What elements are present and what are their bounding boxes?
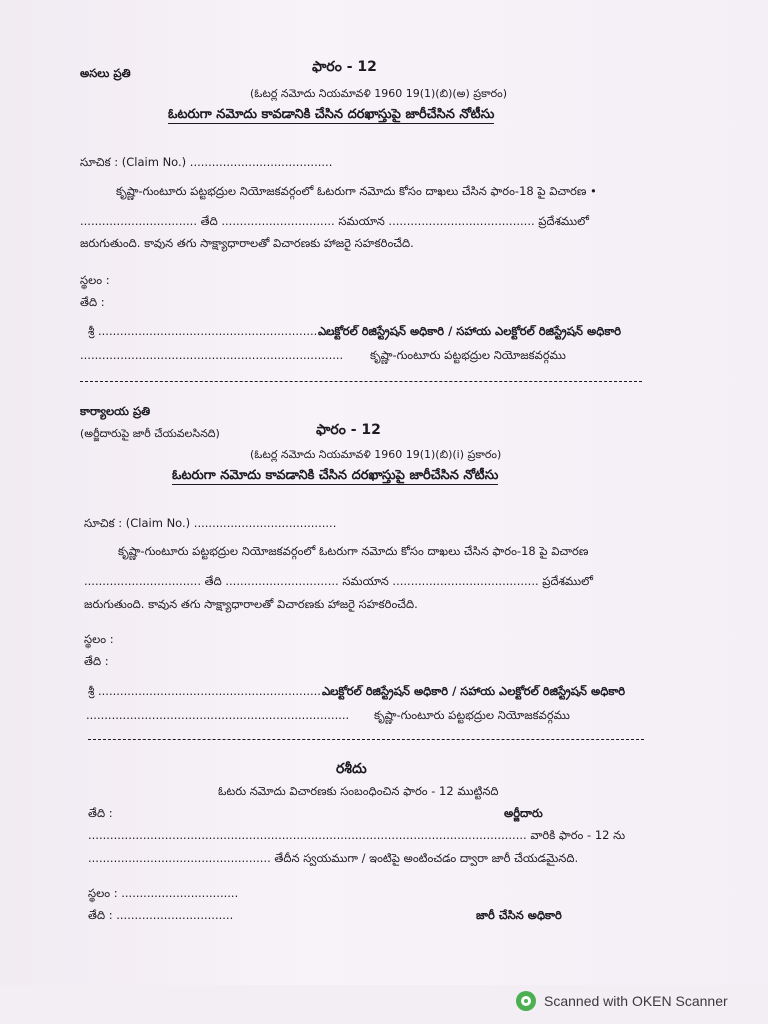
receipt-subtitle: ఓటరు నమోదు విచారణకు సంబంధించిన ఫారం - 12 ముట్టినది bbox=[218, 784, 499, 798]
notice-heading: ఓటరుగా నమోదు కావడానికి చేసిన దరఖాస్తుపై జారీచేసిన నోటీసు bbox=[168, 107, 495, 122]
office-copy-label: కార్యాలయ ప్రతి bbox=[80, 404, 151, 418]
scanner-text: Scanned with OKEN Scanner bbox=[544, 993, 728, 1009]
receipt-date-line: తేది : ................................ bbox=[88, 908, 234, 922]
rule-reference: (ఓటర్ల నమోదు నియమావళి 1960 19(1)(బి)(అ) ప్రకారం) bbox=[250, 87, 508, 100]
body-line-2: ................................ తేది ............................... సమయాన ........................................ ప్రదేశములో bbox=[80, 214, 589, 228]
body-line-1: కృష్ణా-గుంటూరు పట్టభద్రుల నియోజకవర్గంలో ఓటరుగా నమోదు కోసం దాఖలు చేసిన ఫారం-18 పై విచారణ bbox=[118, 544, 589, 558]
separator-line bbox=[80, 381, 642, 382]
dots-line: ........................................................................ bbox=[80, 348, 344, 362]
sri-line: శ్రీ .................................................................. bbox=[88, 684, 340, 698]
constituency-name: కృష్ణా-గుంటూరు పట్టభద్రుల నియోజకవర్గము bbox=[374, 708, 570, 722]
body-line-1: కృష్ణా-గుంటూరు పట్టభద్రుల నియోజకవర్గంలో ఓటరుగా నమోదు కోసం దాఖలు చేసిన ఫారం-18 పై విచారణ • bbox=[116, 184, 597, 198]
body-line-3: జరుగుతుంది. కావున తగు సాక్ష్యాధారాలతో విచారణకు హాజరై సహకరించేది. bbox=[84, 597, 418, 611]
applicant-label: అర్జీదారు bbox=[504, 806, 543, 820]
rule-reference: (ఓటర్ల నమోదు నియమావళి 1960 19(1)(బి)(i) ప్రకారం) bbox=[250, 448, 502, 461]
claim-number-line: సూచిక : (Claim No.) ....................................... bbox=[80, 155, 333, 169]
place-label: స్థలం : bbox=[84, 632, 114, 646]
receipt-title: రశీదు bbox=[336, 761, 367, 777]
constituency-name: కృష్ణా-గుంటూరు పట్టభద్రుల నియోజకవర్గము bbox=[370, 348, 566, 362]
form-title: ఫారం - 12 bbox=[316, 422, 381, 438]
scanner-watermark bbox=[516, 990, 728, 1012]
date-label: తేది : bbox=[84, 654, 109, 668]
notice-heading: ఓటరుగా నమోదు కావడానికి చేసిన దరఖాస్తుపై జారీచేసిన నోటీసు bbox=[172, 468, 499, 483]
dots-line: ........................................................................ bbox=[86, 708, 350, 722]
officer-designation: ఎలక్టోరల్ రిజిస్ట్రేషన్ అధికారి / సహాయ ఎలక్టోరల్ రిజిస్ట్రేషన్ అధికారి bbox=[322, 684, 626, 698]
original-copy-label: అసలు ప్రతి bbox=[80, 66, 131, 80]
body-line-2: ................................ తేది ............................... సమయాన ........................................ ప్రదేశములో bbox=[84, 574, 593, 588]
issuing-officer-label: జారీ చేసిన అధికారి bbox=[476, 908, 562, 922]
receipt-line-1: ........................................................................................................................ వారికి ఫారం - 12 ను bbox=[88, 828, 626, 842]
separator-line bbox=[88, 739, 644, 740]
place-label: స్థలం : bbox=[80, 273, 110, 287]
receipt-date-label: తేది : bbox=[88, 806, 113, 820]
claim-number-line: సూచిక : (Claim No.) ....................................... bbox=[84, 516, 337, 530]
receipt-line-2: .................................................. తేదీన స్వయముగా / ఇంటిపై అంటించడం ద్వారా జారీ చేయడమైనది. bbox=[88, 851, 579, 865]
date-label: తేది : bbox=[80, 295, 105, 309]
receipt-place-line: స్థలం : ................................ bbox=[88, 886, 239, 900]
office-copy-note: (అర్జీదారుపై జారీ చేయవలసినది) bbox=[80, 427, 220, 440]
oken-scanner-logo-icon bbox=[516, 991, 536, 1011]
form-title: ఫారం - 12 bbox=[312, 59, 377, 75]
officer-designation: ఎలక్టోరల్ రిజిస్ట్రేషన్ అధికారి / సహాయ ఎలక్టోరల్ రిజిస్ట్రేషన్ అధికారి bbox=[318, 324, 622, 338]
sri-line: శ్రీ .................................................................. bbox=[88, 324, 340, 338]
body-line-3: జరుగుతుంది. కావున తగు సాక్ష్యాధారాలతో విచారణకు హాజరై సహకరించేది. bbox=[80, 236, 414, 250]
